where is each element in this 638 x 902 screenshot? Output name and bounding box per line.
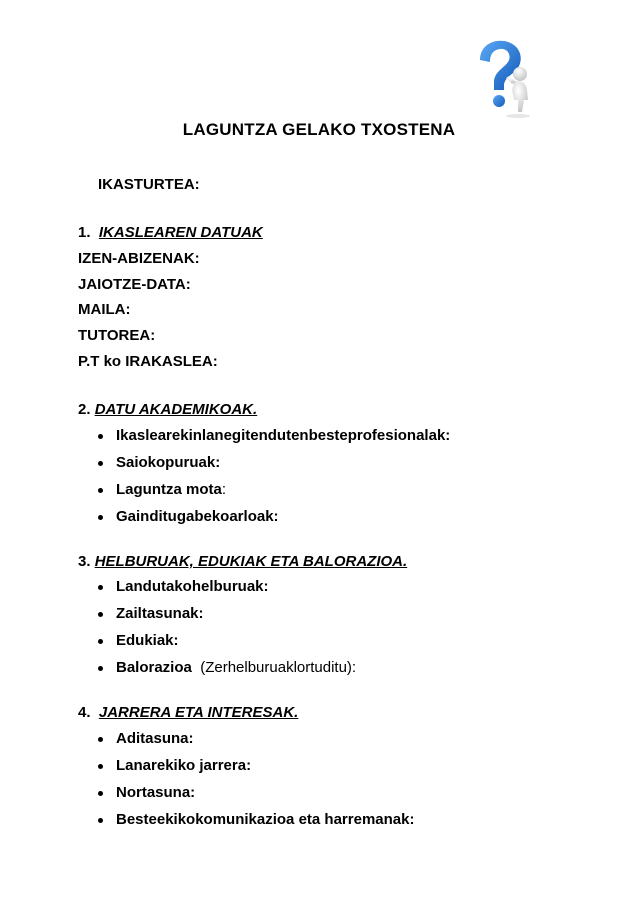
bullet-icon (98, 488, 103, 493)
ikasturtea-label: IKASTURTEA: (98, 176, 200, 193)
section-4-title: JARRERA ETA INTERESAK. (98, 704, 299, 721)
list-item: Nortasuna: (116, 784, 196, 801)
document-title: LAGUNTZA GELAKO TXOSTENA (182, 120, 456, 139)
section-2-title: DATU AKADEMIKOAK. (94, 401, 258, 418)
bullet-icon (98, 737, 103, 742)
bullet-icon (98, 764, 103, 769)
list-item: Saiokopuruak: (116, 454, 221, 471)
section-2-heading (78, 401, 257, 418)
list-item: Ikaslearekinlanegitendutenbesteprofesionalak: (116, 427, 451, 444)
section-3-title: HELBURUAK, EDUKIAK ETA BALORAZIOA. (94, 553, 408, 570)
list-item: Laguntza mota: (116, 481, 227, 498)
section-1-heading (78, 224, 263, 241)
section-3-number: 3. (78, 553, 91, 570)
bullet-icon (98, 666, 103, 671)
list-item: Zailtasunak: (116, 605, 204, 622)
bullet-icon (98, 434, 103, 439)
list-item: Landutakohelburuak: (116, 578, 269, 595)
bullet-icon (98, 585, 103, 590)
list-item: Lanarekiko jarrera: (116, 757, 252, 774)
bullet-icon (98, 639, 103, 644)
field-jaiotze-data: JAIOTZE-DATA: (78, 276, 191, 293)
bullet-icon (98, 612, 103, 617)
field-pt-irakaslea: P.T ko IRAKASLEA: (78, 353, 218, 370)
list-item: Besteekikokomunikazioa eta harremanak: (116, 811, 415, 828)
field-maila: MAILA: (78, 301, 131, 318)
list-item: Balorazioa (Zerhelburuaklortuditu): (116, 659, 357, 676)
bullet-icon (98, 461, 103, 466)
section-1-title: IKASLEAREN DATUAK (98, 224, 263, 241)
bullet-icon (98, 515, 103, 520)
section-2-number: 2. (78, 401, 91, 418)
section-4-number: 4. (78, 704, 91, 721)
bullet-icon (98, 818, 103, 823)
section-4-heading (78, 704, 298, 721)
section-1-number: 1. (78, 224, 91, 241)
question-mark-figure-icon (462, 34, 548, 120)
bullet-icon (98, 791, 103, 796)
list-item: Edukiak: (116, 632, 179, 649)
field-tutorea: TUTOREA: (78, 327, 156, 344)
section-3-heading (78, 553, 407, 570)
list-item: Gainditugabekoarloak: (116, 508, 279, 525)
field-izen-abizenak: IZEN-ABIZENAK: (78, 250, 200, 267)
list-item: Aditasuna: (116, 730, 194, 747)
